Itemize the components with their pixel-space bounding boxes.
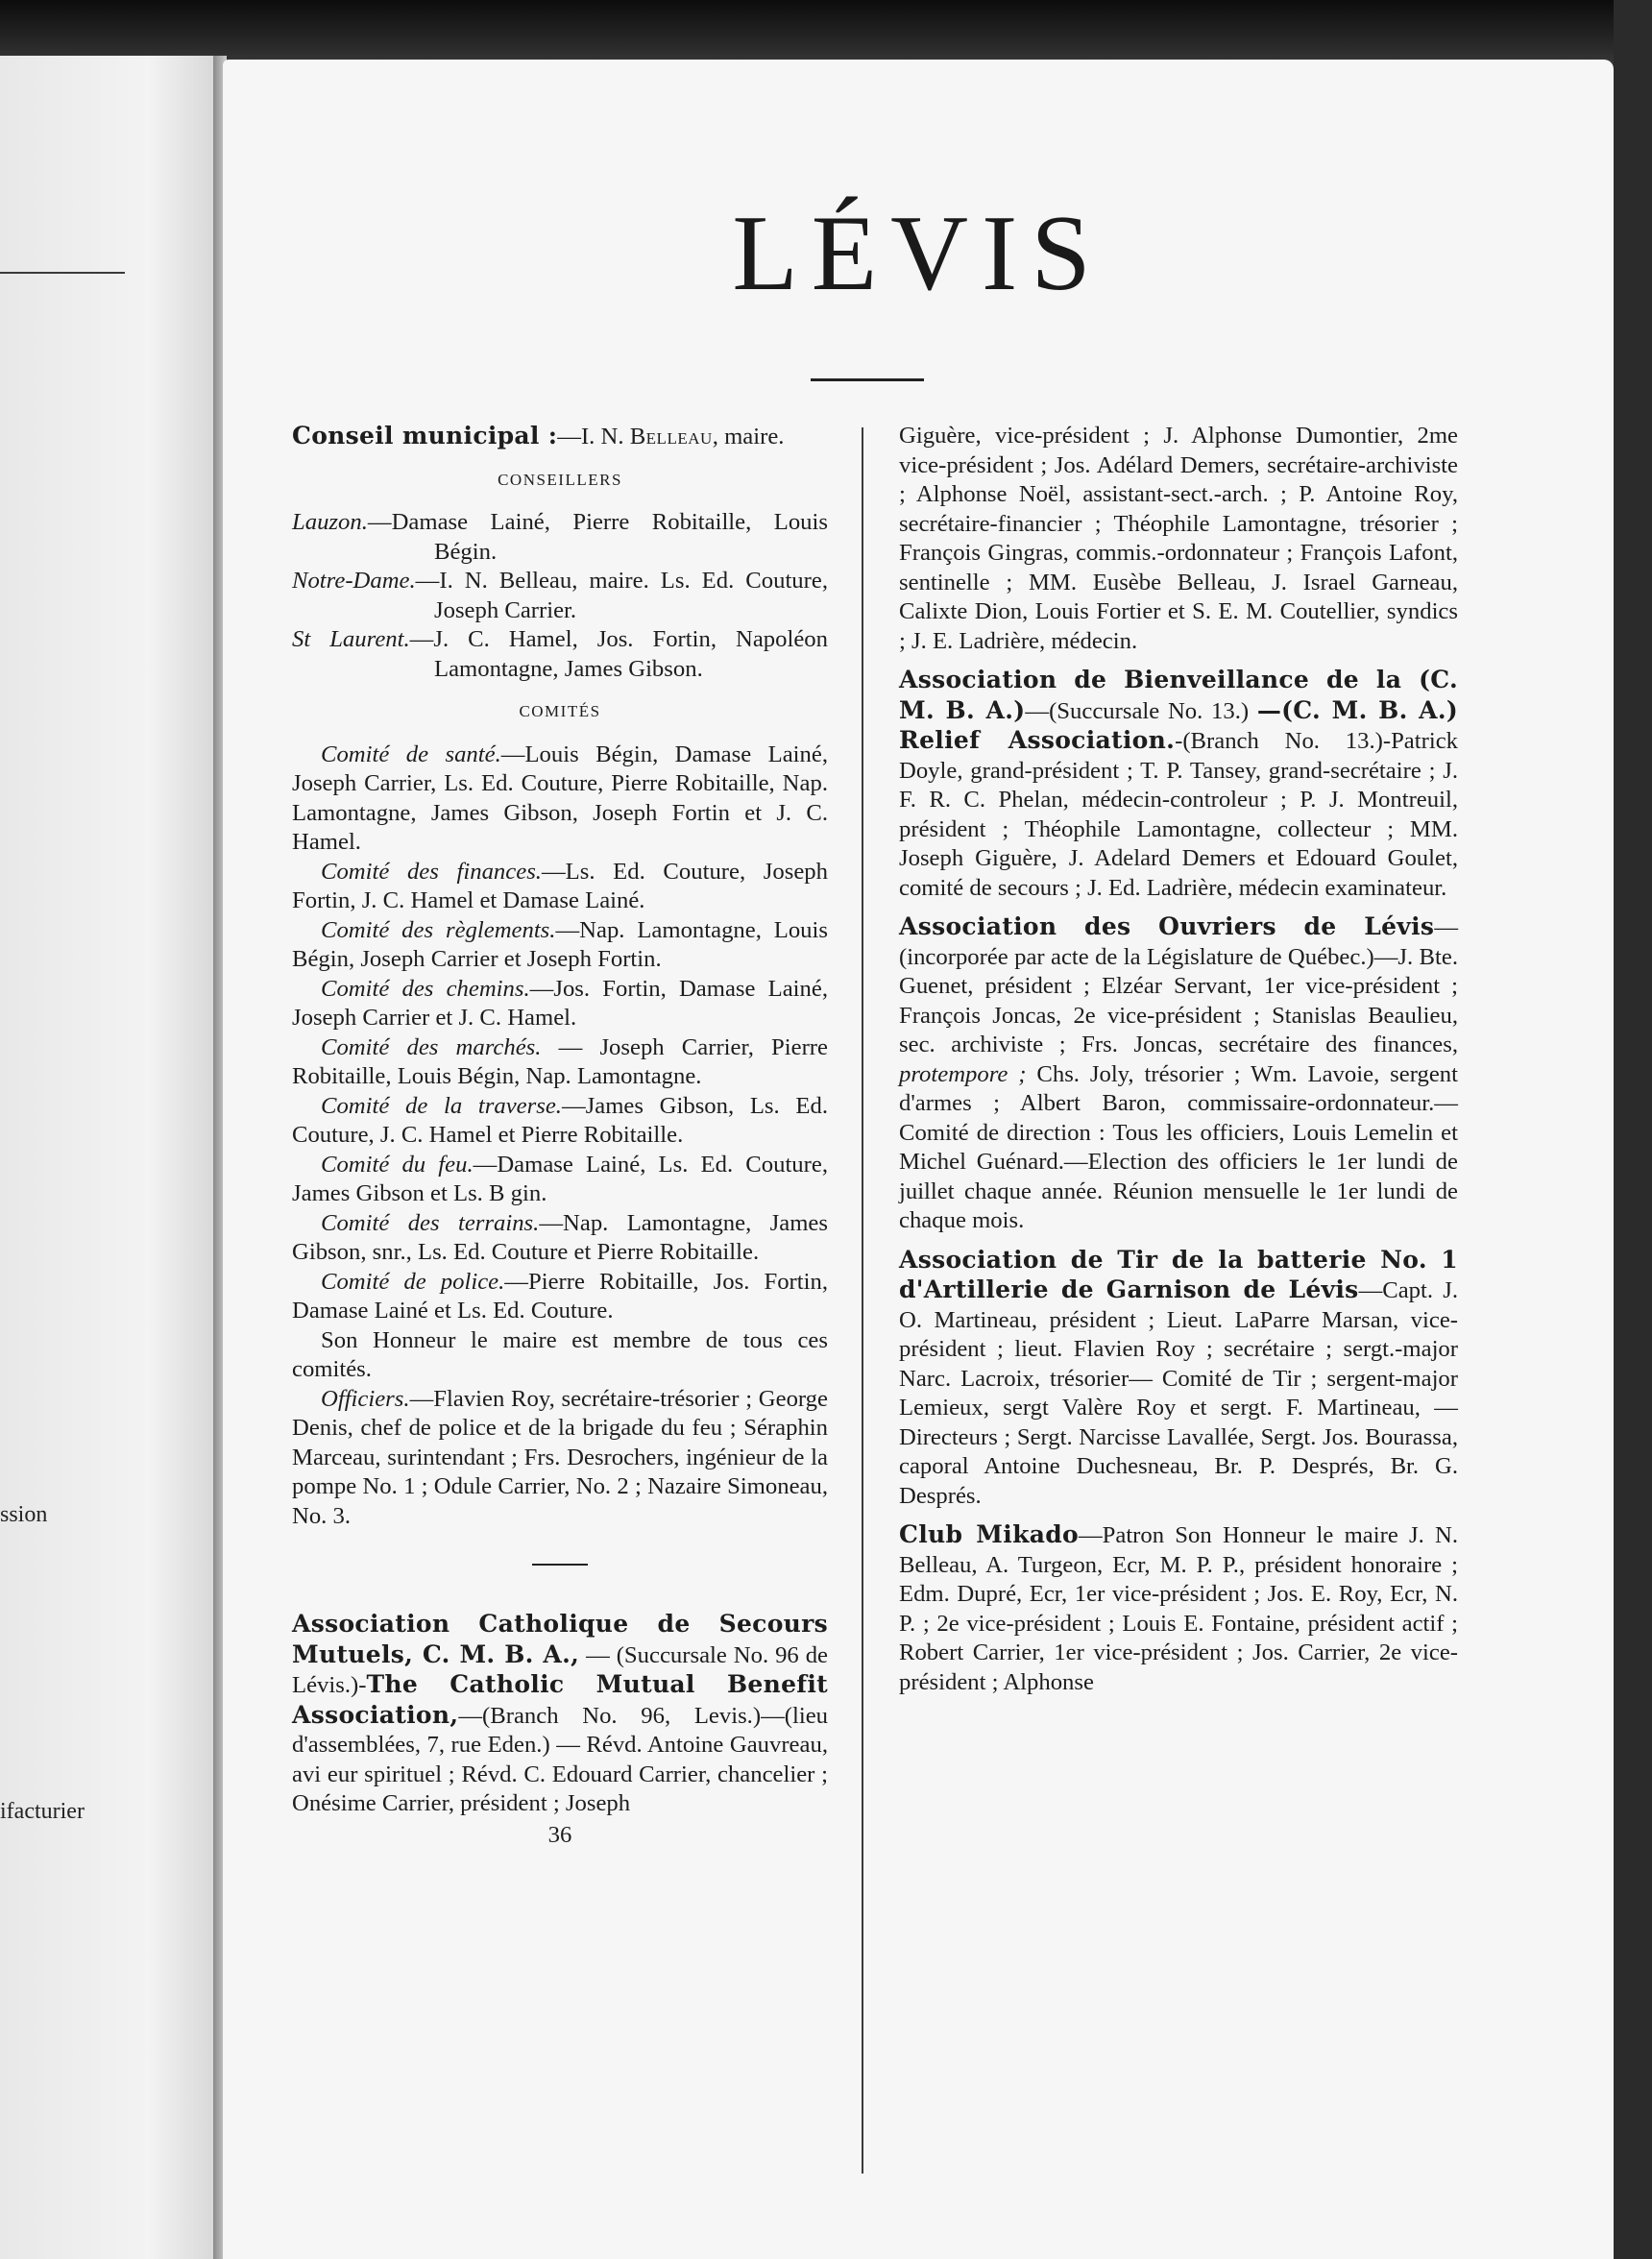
conseil-municipal-entry: Conseil municipal :—I. N. Belleau, maire. bbox=[292, 422, 785, 449]
conseillers-caption: CONSEILLERS bbox=[498, 470, 622, 489]
left-page-edge bbox=[0, 56, 213, 2259]
page-number: 36 bbox=[547, 1821, 572, 1848]
right-column bbox=[899, 422, 1458, 1697]
committee-entry: Comité du feu.—Damase Lainé, Ls. Ed. Couture, James Gibson et Ls. B gin. bbox=[292, 1151, 829, 1206]
section-heading: Association Catholique de Secours Mutuels, C. M. B. A., bbox=[292, 1610, 828, 1668]
comites-caption: COMITÉS bbox=[519, 702, 601, 720]
committee-entry: Comité des marchés. — Joseph Carrier, Pierre Robitaille, Louis Bégin, Nap. Lamontagne. bbox=[292, 1033, 828, 1089]
section-heading: Association de Tir de la batterie No. 1 d'Artillerie de Garnison de Lévis bbox=[899, 1245, 1458, 1303]
ouvriers-entry: Association des Ouvriers de Lévis—(incorporée par acte de la Législature de Québec.)—J. Bte. Guenet, président ; Elzéar Servant, 1er vice-président ; François Joncas, 2e vice-président ; Stanislas Beaulieu, sec. archiviste ; Frs. Joncas, secrétaire des finances, protempore ; Chs. Joly, trésorier ; Wm. Lavoie, sergent d'armes ; Albert Baron, commissaire-ordonnateur.—Comité de direction : Tous les officiers, Louis Lemelin et Michel Guénard.—Election des officiers le 1er lundi de juillet chaque année. Réunion mensuelle le 1er lundi de chaque mois. bbox=[899, 912, 1458, 1233]
tir-entry: Association de Tir de la batterie No. 1 d'Artillerie de Garnison de Lévis—Capt. J. O. Martineau, président ; Lieut. LaParre Marsan, vice-président ; lieut. Flavien Roy ; secrétaire ; sergt.-major Narc. Lacroix, trésorier— Comité de Tir ; sergent-major Lemieux, sergt Valère Roy et sergt. F. Martineau, —Directeurs ; Sergt. Narcisse Lavallée, Sergt. Jos. Bourassa, caporal Antoine Duchesneau, Br. P. Després, Br. G. Després. bbox=[899, 1245, 1458, 1509]
committee-entry: Comité de la traverse.—James Gibson, Ls. Ed. Couture, J. C. Hamel et Pierre Robitaille. bbox=[292, 1092, 828, 1148]
ward-entry: Lauzon.—Damase Lainé, Pierre Robitaille, Louis Bégin. bbox=[292, 509, 828, 565]
committee-entry: Comité de police.—Pierre Robitaille, Jos. Fortin, Damase Lainé et Ls. Ed. Couture. bbox=[292, 1268, 828, 1324]
bienveillance-entry: Association de Bienveillance de la (C. M. B. A.)—(Succursale No. 13.) —(C. M. B. A.) Relief Association.-(Branch No. 13.)-Patrick Doyle, grand-président ; T. P. Tansey, grand-secrétaire ; J. F. R. C. Phelan, médecin-controleur ; P. J. Montreuil, président ; Théophile Lamontagne, collecteur ; MM. Joseph Giguère, J. Adelard Demers et Edouard Goulet, comité de secours ; J. Ed. Ladrière, médecin examinateur. bbox=[899, 666, 1458, 901]
section-heading: Conseil municipal : bbox=[292, 422, 558, 449]
committee-entry: Comité des chemins.—Jos. Fortin, Damase Lainé, Joseph Carrier et J. C. Hamel. bbox=[292, 975, 829, 1031]
column-divider bbox=[862, 427, 863, 2174]
committee-entry: Comité de santé.—Louis Bégin, Damase Lainé, Joseph Carrier, Ls. Ed. Couture, Pierre Robitaille, Nap. Lamontagne, James Gibson, Joseph Fortin et J. C. Hamel. bbox=[292, 741, 828, 855]
committee-entry: Comité des finances.—Ls. Ed. Couture, Joseph Fortin, J. C. Hamel et Damase Lainé. bbox=[292, 858, 828, 913]
section-heading: Association des Ouvriers de Lévis bbox=[899, 912, 1435, 940]
mikado-entry: Club Mikado—Patron Son Honneur le maire J. N. Belleau, A. Turgeon, Ecr, M. P. P., président honoraire ; Edm. Dupré, Ecr, 1er vice-président ; Jos. E. Roy, Ecr, N. P. ; 2e vice-président ; Louis E. Fontaine, président actif ; Robert Carrier, 1er vice-président ; Jos. Carrier, 2e vice-président ; Alphonse bbox=[899, 1520, 1458, 1695]
mayor-note: Son Honneur le maire est membre de tous ces comités. bbox=[292, 1326, 828, 1382]
section-heading: The Catholic Mutual Benefit Association, bbox=[292, 1670, 828, 1729]
section-heading: Association de Bienveillance de la (C. M. B. A.) bbox=[899, 666, 1458, 724]
acsm-entry: Association Catholique de Secours Mutuels, C. M. B. A., — (Succursale No. 96 de Lévis.)-The Catholic Mutual Benefit Association,—(Branch No. 96, Levis.)—(lieu d'assemblées, 7, rue Eden.) — Révd. Antoine Gauvreau, avi eur spirituel ; Révd. C. Edouard Carrier, chancelier ; Onésime Carrier, président ; Joseph bbox=[292, 1610, 828, 1816]
section-heading: —(C. M. B. A.) Relief Association. bbox=[899, 695, 1458, 754]
right-background bbox=[1614, 0, 1652, 2259]
page-title: LÉVIS bbox=[732, 194, 1105, 313]
continuation-text: Giguère, vice-président ; J. Alphonse Dumontier, 2me vice-président ; Jos. Adélard Demers, secrétaire-archiviste ; Alphonse Noël, assistant-sect.-arch. ; P. Antoine Roy, secrétaire-financier ; Théophile Lamontagne, trésorier ; François Gingras, commis.-ordonnateur ; François Lafont, sentinelle ; MM. Eusèbe Belleau, J. Israel Garneau, Calixte Dion, Louis Fortier et S. E. M. Coutellier, syndics ; J. E. Ladrière, médecin. bbox=[899, 423, 1458, 654]
ward-entry: Notre-Dame.—I. N. Belleau, maire. Ls. Ed. Couture, Joseph Carrier. bbox=[292, 568, 828, 623]
left-page-rule bbox=[0, 272, 125, 274]
left-page-fragment: ifacturier bbox=[0, 1799, 85, 1824]
committee-entry: Comité des règlements.—Nap. Lamontagne, Louis Bégin, Joseph Carrier et Joseph Fortin. bbox=[292, 916, 828, 972]
left-page-fragment: ssion bbox=[0, 1502, 48, 1527]
officiers-entry: Officiers.—Flavien Roy, secrétaire-trésorier ; George Denis, chef de police et de la brigade du feu ; Séraphin Marceau, surintendant ; Frs. Desrochers, ingénieur de la pompe No. 1 ; Odule Carrier, No. 2 ; Nazaire Simoneau, No. 3. bbox=[292, 1385, 828, 1529]
section-divider-rule bbox=[532, 1564, 588, 1566]
document-page bbox=[223, 60, 1614, 2259]
committee-entry: Comité des terrains.—Nap. Lamontagne, James Gibson, snr., Ls. Ed. Couture et Pierre Robitaille. bbox=[292, 1209, 828, 1265]
book-top-shadow bbox=[0, 0, 1652, 67]
ward-entry: St Laurent.—J. C. Hamel, Jos. Fortin, Napoléon Lamontagne, James Gibson. bbox=[292, 626, 828, 682]
title-rule bbox=[811, 378, 924, 381]
left-column bbox=[292, 422, 828, 1850]
section-heading: Club Mikado bbox=[899, 1520, 1079, 1548]
